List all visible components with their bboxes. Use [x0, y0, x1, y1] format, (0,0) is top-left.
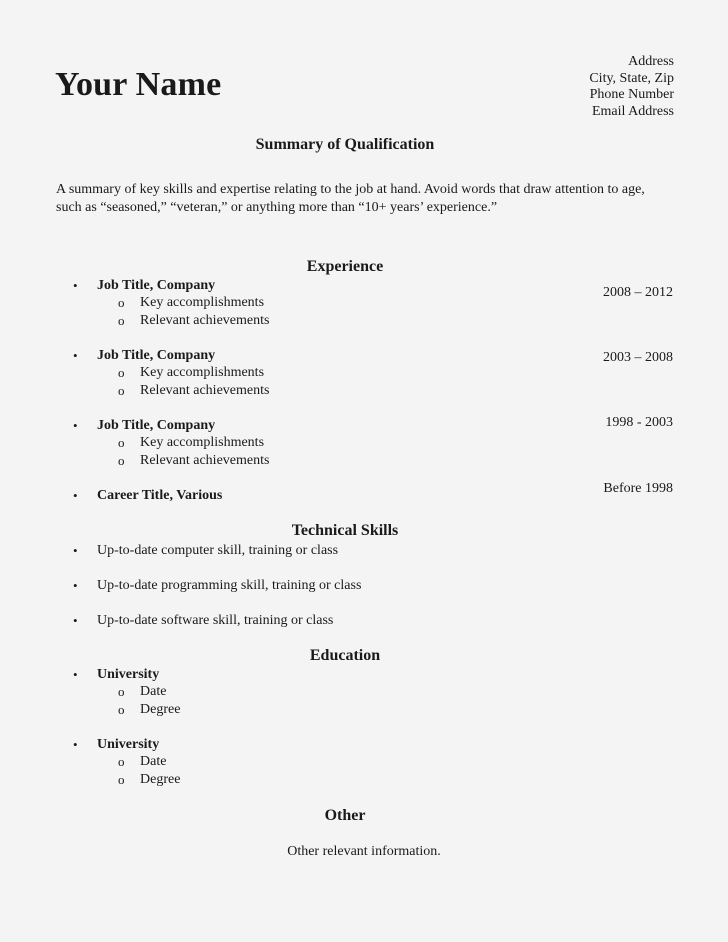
detail-text: Degree — [140, 772, 181, 787]
detail-text: Key accomplishments — [140, 435, 265, 450]
experience-heading: Experience — [306, 258, 384, 275]
experience-detail — [0, 383, 728, 401]
other-heading: Other — [324, 807, 366, 824]
contact-phone: Phone Number — [589, 87, 674, 102]
skill-item — [0, 578, 728, 596]
summary-line: such as “seasoned,” “veteran,” or anything more than “10+ years’ experience.” — [56, 200, 498, 215]
bullet-icon: • — [73, 543, 78, 558]
detail-text: Date — [140, 754, 167, 769]
bullet-icon: • — [73, 578, 78, 593]
skill-item — [0, 543, 728, 561]
sub-bullet-icon: o — [118, 684, 125, 699]
detail-text: Relevant achievements — [140, 313, 270, 328]
education-detail — [0, 702, 728, 720]
education-detail — [0, 754, 728, 772]
skill-text: Up-to-date programming skill, training or class — [97, 578, 362, 593]
experience-detail — [0, 313, 728, 331]
contact-city-state-zip: City, State, Zip — [589, 70, 674, 86]
contact-block — [589, 54, 674, 120]
detail-text: Date — [140, 684, 167, 699]
sub-bullet-icon: o — [118, 383, 125, 398]
sub-bullet-icon: o — [118, 365, 125, 380]
bullet-icon: • — [73, 348, 78, 363]
education-detail — [0, 772, 728, 790]
education-entry — [0, 737, 728, 755]
skills-heading: Technical Skills — [291, 522, 399, 539]
bullet-icon: • — [73, 737, 78, 752]
skill-text: Up-to-date software skill, training or class — [97, 613, 334, 628]
bullet-icon: • — [73, 488, 78, 503]
sub-bullet-icon: o — [118, 453, 125, 468]
experience-date: Before 1998 — [603, 481, 673, 496]
bullet-icon: • — [73, 278, 78, 293]
job-title: Career Title, Various — [97, 488, 223, 503]
school-name: University — [97, 667, 160, 682]
candidate-name: Your Name — [55, 66, 222, 103]
summary-paragraph — [56, 181, 696, 217]
experience-date: 1998 - 2003 — [605, 415, 673, 430]
experience-date: 2003 – 2008 — [603, 350, 673, 365]
skill-item — [0, 613, 728, 631]
bullet-icon: • — [73, 613, 78, 628]
education-entry — [0, 667, 728, 685]
education-heading: Education — [309, 647, 381, 664]
school-name: University — [97, 737, 160, 752]
experience-detail — [0, 435, 728, 453]
bullet-icon: • — [73, 667, 78, 682]
contact-address: Address — [628, 54, 674, 69]
summary-heading: Summary of Qualification — [255, 136, 435, 153]
sub-bullet-icon: o — [118, 435, 125, 450]
detail-text: Key accomplishments — [140, 295, 265, 310]
job-title: Job Title, Company — [97, 418, 216, 433]
sub-bullet-icon: o — [118, 313, 125, 328]
summary-line: A summary of key skills and expertise relating to the job at hand. Avoid words that draw attention to age, — [56, 182, 645, 197]
experience-detail — [0, 295, 728, 313]
detail-text: Relevant achievements — [140, 453, 270, 468]
experience-detail — [0, 453, 728, 471]
education-detail — [0, 684, 728, 702]
detail-text: Relevant achievements — [140, 383, 270, 398]
bullet-icon: • — [73, 418, 78, 433]
contact-email: Email Address — [591, 103, 674, 119]
detail-text: Key accomplishments — [140, 365, 265, 380]
skill-text: Up-to-date computer skill, training or class — [97, 543, 339, 558]
job-title: Job Title, Company — [97, 278, 216, 293]
experience-date: 2008 – 2012 — [603, 285, 673, 300]
sub-bullet-icon: o — [118, 295, 125, 310]
job-title: Job Title, Company — [97, 348, 216, 363]
sub-bullet-icon: o — [118, 772, 125, 787]
other-text: Other relevant information. — [287, 844, 441, 859]
detail-text: Degree — [140, 702, 181, 717]
experience-detail — [0, 365, 728, 383]
sub-bullet-icon: o — [118, 702, 125, 717]
sub-bullet-icon: o — [118, 754, 125, 769]
